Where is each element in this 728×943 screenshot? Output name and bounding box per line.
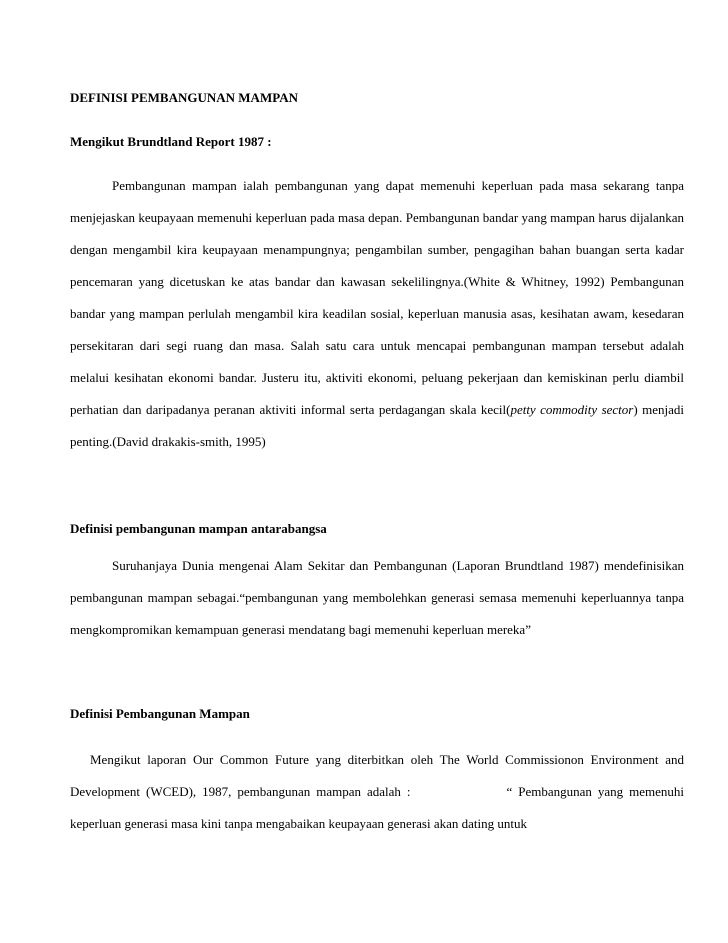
document-title: DEFINISI PEMBANGUNAN MAMPAN	[70, 90, 298, 105]
paragraph-text: Mengikut laporan Our Common Future yang diterbitkan oleh The World Commissionon Environment and Development (WCED), 1987, pembangunan mampan adalah :	[70, 752, 684, 799]
section-heading-brundtland: Mengikut Brundtland Report 1987 :	[70, 134, 272, 149]
section-heading-definition: Definisi Pembangunan Mampan	[70, 706, 250, 721]
paragraph-text-end: ) menjadi penting.(David drakakis-smith, 1995)	[70, 402, 684, 449]
italic-term: petty commodity sector	[510, 402, 634, 417]
paragraph-text: Pembangunan mampan ialah pembangunan yang dapat memenuhi keperluan pada masa sekarang tanpa menjejaskan keupayaan memenuhi keperluan pada masa depan. Pembangunan bandar yang mampan harus dijalankan dengan mengambil kira keupayaan menampungnya; pengambilan sumber, pengagihan bahan buangan serta kadar pencemaran yang dicetuskan ke atas bandar dan kawasan sekelilingnya.(White & Whitney, 1992) Pembangunan bandar yang mampan perlulah mengambil kira keadilan sosial, keperluan manusia asas, kesihatan awam, kesedaran persekitaran dari segi ruang dan masa. Salah satu cara untuk mencapai pembangunan mampan tersebut adalah melalui kesihatan ekonomi bandar. Justeru itu, aktiviti ekonomi, peluang pekerjaan dan kemiskinan perlu diambil perhatian dan daripadanya peranan aktiviti informal serta perdagangan skala kecil(	[70, 178, 684, 417]
paragraph-wced	[70, 744, 684, 840]
paragraph-quote: “ Pembangunan yang memenuhi keperluan generasi masa kini tanpa mengabaikan keupayaan generasi akan dating untuk	[70, 784, 684, 831]
paragraph-brundtland	[70, 170, 684, 458]
section-heading-international: Definisi pembangunan mampan antarabangsa	[70, 521, 327, 536]
paragraph-international: Suruhanjaya Dunia mengenai Alam Sekitar dan Pembangunan (Laporan Brundtland 1987) mendefinisikan pembangunan mampan sebagai.“pembangunan yang membolehkan generasi semasa memenuhi keperluannya tanpa mengkompromikan kemampuan generasi mendatang bagi memenuhi keperluan mereka”	[70, 558, 684, 637]
